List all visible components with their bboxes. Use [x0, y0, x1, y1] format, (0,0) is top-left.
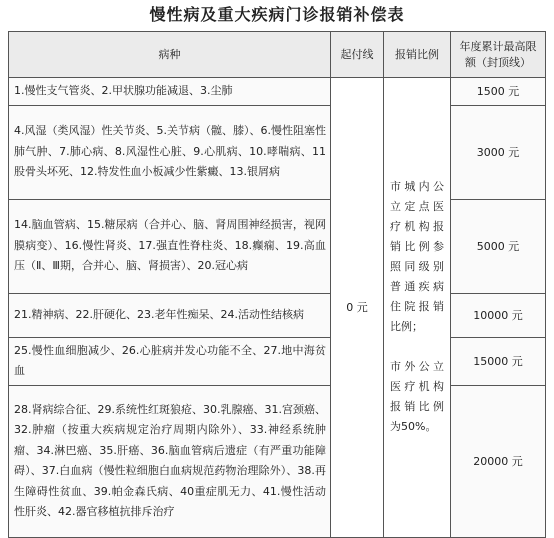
limit-cell: 10000 元: [451, 293, 546, 337]
table-row: [9, 199, 546, 293]
table-row: [9, 78, 546, 106]
ratio-text-outside: 市外公立医疗机构报销比例为50%。: [390, 360, 444, 434]
table-row: [9, 105, 546, 199]
limit-cell: 3000 元: [451, 105, 546, 199]
header-disease: 病种: [9, 32, 331, 78]
header-limit: 年度累计最高限额（封顶线）: [451, 32, 546, 78]
limit-cell: 20000 元: [451, 385, 546, 537]
header-ratio: 报销比例: [384, 32, 451, 78]
limit-cell: 5000 元: [451, 199, 546, 293]
header-start: 起付线: [331, 32, 384, 78]
disease-cell: 21.精神病、22.肝硬化、23.老年性痴呆、24.活动性结核病: [9, 293, 331, 337]
ratio-cell: [384, 78, 451, 538]
disease-cell: 14.脑血管病、15.糖尿病（合并心、脑、肾周围神经损害，视网膜病变）、16.慢性肾炎、17.强直性脊柱炎、18.癫痫、19.高血压（Ⅱ、Ⅲ期，合并心、脑、肾损害）、20.冠心病: [9, 199, 331, 293]
header-row: [9, 32, 546, 78]
table-title: 慢性病及重大疾病门诊报销补偿表: [149, 5, 405, 24]
limit-cell: 15000 元: [451, 337, 546, 385]
disease-cell: 1.慢性支气管炎、2.甲状腺功能减退、3.尘肺: [9, 78, 331, 106]
start-cell: 0 元: [331, 78, 384, 538]
disease-cell: 25.慢性血细胞减少、26.心脏病并发心功能不全、27.地中海贫血: [9, 337, 331, 385]
table-row: [9, 385, 546, 537]
table-row: [9, 337, 546, 385]
disease-cell: 28.肾病综合征、29.系统性红斑狼疮、30.乳腺癌、31.宫颈癌、32.肿瘤（按重大疾病规定治疗周期内除外）、33.神经系统肿瘤、34.淋巴癌、35.肝癌、36.脑血管病后遗症（有严重功能障碍）、37.白血病（慢性粒细胞白血病规范药物治理除外）、38.再生障碍性贫血、39.帕金森氏病、40重症肌无力、41.慢性活动性肝炎、42.器官移植抗排斥治疗: [9, 385, 331, 537]
reimbursement-table: [8, 31, 546, 538]
ratio-text-local: 市城内公立定点医疗机构报销比例参照同级别普通疾病住院报销比例；: [390, 180, 444, 334]
limit-cell: 1500 元: [451, 78, 546, 106]
ratio-spacer: [390, 337, 444, 357]
disease-cell: 4.风湿（类风湿）性关节炎、5.关节病（髋、膝）、6.慢性阻塞性肺气肿、7.肺心病、8.风湿性心脏、9.心肌病、10.哮喘病、11股骨头坏死、12.特发性血小板减少性紫癜、13.银屑病: [9, 105, 331, 199]
table-row: [9, 293, 546, 337]
